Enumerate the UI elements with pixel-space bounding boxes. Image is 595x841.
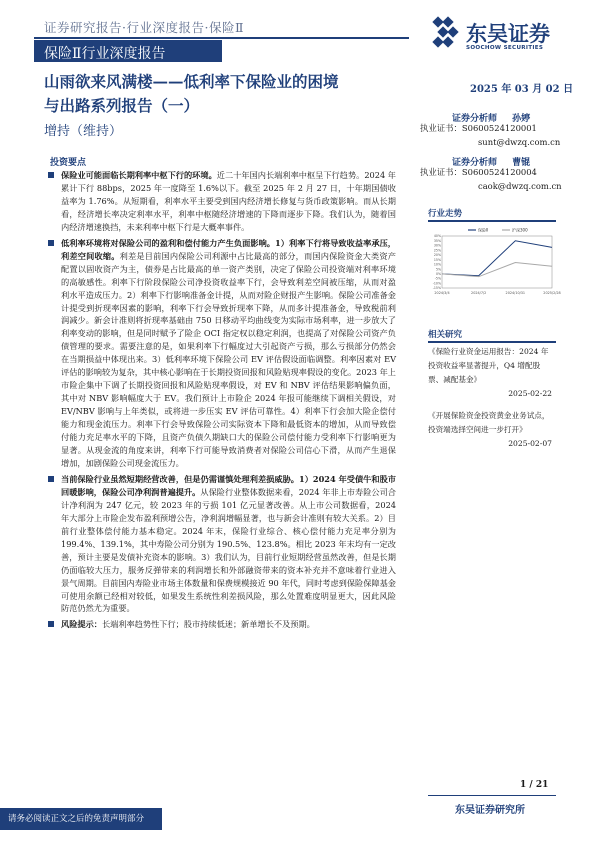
y-tick-label: 20% (433, 253, 441, 258)
title-line-1: 山雨欲来风满楼——低利率下保险业的困境 (44, 72, 339, 91)
related-list (428, 345, 552, 451)
summary-paragraph-2: 低利率环境将对保险公司的盈利和偿付能力产生负面影响。1）利率下行将导致收益率承压，利差空间收缩。利差是目前国内保险公司利源中占比最高的部分，而国内保险资金大类资产配置以固收资产为主，债券是占比最高的单一资产类别，决定了保险公司投资端对利率环境的高敏感性。利率下行阶段保险公司净投资收益率下行，会导致利差空间被压缩，从而对盈利水平造成压力。2）利率下行影响准备金计提，从而对险企财报产生影响。保险公司准备金计提受到折现率因素的影响，利率下行会导致折现率下降，从而多计提准备金，导致税前利润减少。新会计准则将折现率基础由 750 日移动平均曲线变为实际市场利率，进一步放大了利率变动的影响，但是同时赋予了险企 OCI 指定权以稳定利润，也提高了对保险公司资产负债管理的要求。需要注意的是，如果利率下行幅度过大引起资产亏损，那么亏损部分仍然会在当期损益中体现出来。3）低利率环境下保险公司 EV 评估假设面临调整。利率因素对 EV 评估的影响较为复杂，其中核心影响在于长期投资回报和风险贴现率假设的变化。2023 年上市险企集中下调了长期投资回报和风险贴现率假设，对 EV 和 NBV 评估结果影响偏负面，其中对 NBV 影响幅度大于 EV。我们预计上市险企 2024 年报可能继续下调相关假设，对 EV/NBV 影响与上年类似，或将进一步压实 EV 评估可靠性。4）利率下行会加大险企偿付能力和现金流压力。利率下行会导致保险公司实际资本下降和最低资本的增加，从而导致偿付能力充足率水平的下降，且资产负债久期缺口大的保险公司偿付能力受利率下行影响更为显著。从现金流的角度来讲，利率下行可能导致消费者对保险公司信心下滑，从而产生退保增加，加剧保险公司现金流压力。 (48, 237, 396, 470)
disclaimer-text[interactable]: 请务必阅读正文之后的免责声明部分 (8, 814, 145, 824)
bullet-icon (48, 476, 54, 482)
analyst-role-2: 证券分析师 曹锟 (452, 158, 531, 168)
related-heading: 相关研究 (428, 330, 463, 340)
report-date: 2025 年 03 月 02 日 (470, 84, 574, 95)
page-number: 1 / 21 (520, 780, 549, 790)
trend-chart (428, 226, 561, 300)
industry-banner-label: 保险Ⅱ行业深度报告 (44, 46, 166, 62)
y-tick-label: 5% (435, 267, 441, 272)
related-date-2: 2025-02-07 (508, 439, 552, 448)
legend-label: 沪深300 (512, 227, 528, 233)
trend-rule (428, 220, 556, 222)
summary-paragraph-3: 当前保险行业虽然短期经营改善，但是仍需谨慎处理利差损威胁。1）2024 年受债牛和股市回暖影响，保险公司净利润普遍提升。从保险行业整体数据来看，2024 年非上市寿险公司合计净利润为 247 亿元，较 2023 年的亏损 101 亿元显著改善。从上市公司数据看，2024 年大部分上市险企发布盈利预增公告，净利润增幅显著，也与新会计准则有较大关系。2）目前行业整体偿付能力基本稳定。2024 年末，保险行业综合、核心偿付能力充足率分别为 199.4%、139.1%，其中寿险公司分别为 190.5%、123.8%。相比 2023 年末均有一定改善，预计主要是发债补充资本的影响。3）我们认为，目前行业短期经营虽然改善，但是长期仍面临较大压力，服务反弹带来的利润增长和外部融资带来的资本补充并不意味着行业进入景气周期。目前国内寿险业市场主体数量和保费规模接近 90 年代，同时考虑到保险保障基金可使用余额已经相对较低，如果发生系统性利差损风险，那么处置难度明显更大，因此风险防范仍然尤为重要。 (48, 473, 396, 615)
analyst-email-1[interactable]: sunt@dwzq.com.cn (478, 137, 561, 147)
series-line (442, 241, 552, 276)
y-tick-label: 30% (433, 243, 441, 248)
analyst-email-2[interactable]: caok@dwzq.com.cn (478, 181, 562, 191)
related-rule (428, 341, 556, 343)
x-tick-label: 2024/7/2 (471, 291, 487, 295)
summary-heading: 投资要点 (50, 158, 87, 168)
report-title (44, 70, 404, 118)
logo-en-name: SOOCHOW SECURITIES (466, 45, 544, 51)
analyst-cert-1: 执业证书：S0600524120001 (420, 123, 537, 133)
trend-heading: 行业走势 (428, 209, 463, 219)
y-tick-label: 40% (433, 234, 441, 239)
logo-cn-name: 东吴证券 (466, 22, 550, 46)
y-tick-label: 0% (435, 272, 441, 277)
summary-body (48, 169, 396, 634)
y-tick-label: 35% (433, 238, 441, 243)
chart-frame (442, 236, 552, 288)
related-item-1[interactable]: 《保险行业资金运用报告：2024 年投资收益率显著提升，Q4 增配股票、减配基金》 (428, 347, 549, 384)
bullet-icon (48, 621, 54, 627)
analyst-role-1: 证券分析师 孙婷 (452, 114, 531, 124)
rating: 增持（维持） (44, 124, 123, 139)
related-item-2[interactable]: 《开展保险资金投资黄金业务试点，投资端选择空间进一步打开》 (428, 411, 550, 434)
bullet-icon (48, 240, 54, 246)
bullet-icon (48, 172, 54, 178)
x-tick-label: 2024/3/4 (434, 291, 450, 295)
summary-paragraph-1: 保险业可能面临长期利率中枢下行的环境。近二十年国内长端利率中枢呈下行趋势。2024 年累计下行 88bps，2025 年一度降至 1.6%以下。截至 2025 年 2 月 27 日，十年期国债收益率为 1.76%。从短期看，利率水平主要受到国内经济增长修复与货币政策影响。而从长期看，经济增长率决定利率水平，利率中枢随经济增速的下降而逐步下降。我们认为，随着国内经济增速换挡，未来利率中枢下行是大概率事件。 (48, 169, 396, 234)
analyst-cert-2: 执业证书：S0600524120004 (420, 167, 537, 177)
legend-label: 保险Ⅱ (478, 227, 488, 233)
y-tick-label: -5% (434, 276, 441, 281)
related-date-1: 2025-02-22 (508, 389, 552, 398)
research-institute: 东吴证券研究所 (455, 805, 525, 816)
title-line-2: 与出路系列报告（一） (44, 96, 200, 115)
footer-rule (428, 795, 556, 796)
y-tick-label: -10% (432, 281, 441, 286)
x-tick-label: 2025/2/28 (543, 291, 561, 295)
y-tick-label: 10% (433, 262, 441, 267)
y-tick-label: 25% (433, 248, 441, 253)
report-category: 证券研究报告·行业深度报告·保险Ⅱ (44, 20, 244, 35)
y-tick-label: 15% (433, 257, 441, 262)
risk-warning: 风险提示：长端利率趋势性下行；股市持续低迷；新单增长不及预期。 (48, 618, 396, 631)
y-tick-label: -15% (432, 286, 441, 291)
x-tick-label: 2024/10/31 (505, 291, 526, 295)
